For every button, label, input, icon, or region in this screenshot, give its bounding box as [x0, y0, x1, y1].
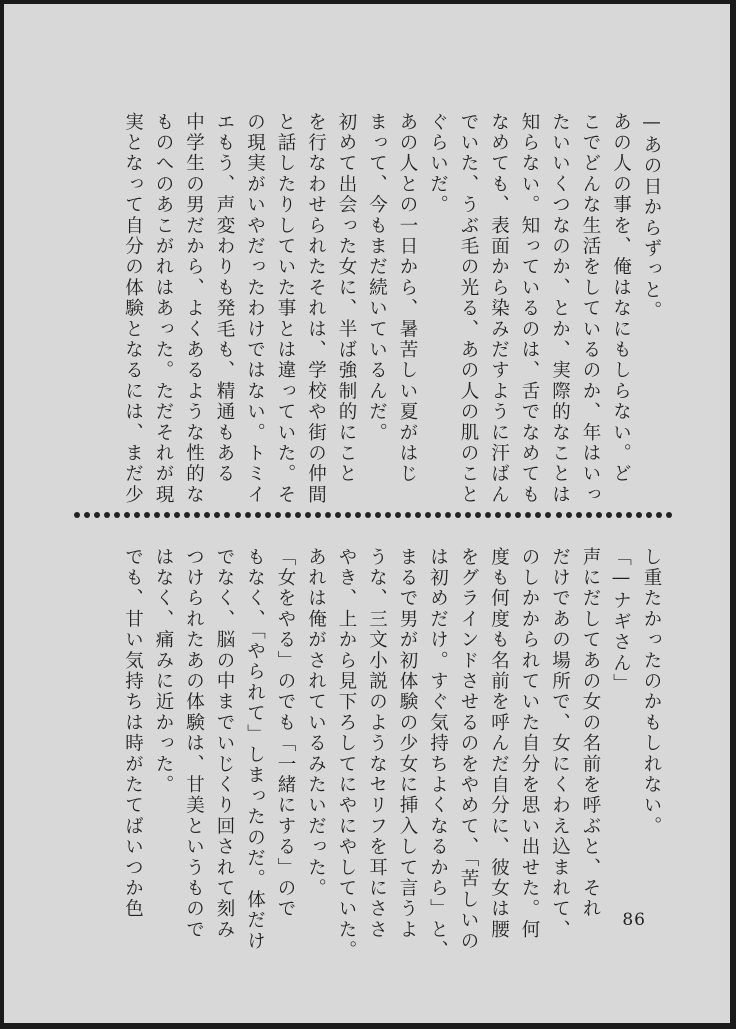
divider-dot [154, 512, 160, 518]
divider-dot [545, 512, 551, 518]
dotted-divider [74, 511, 672, 519]
text-column: 中学生の男だから、よくあるような性的な [183, 112, 205, 506]
divider-dot [395, 512, 401, 518]
divider-dot [415, 512, 421, 518]
divider-dot [566, 512, 572, 518]
text-column: 「—ナギさん」 [610, 547, 632, 695]
divider-dot [586, 512, 592, 518]
divider-dot [84, 512, 90, 518]
divider-dot [455, 512, 461, 518]
divider-dot [425, 512, 431, 518]
text-column: つけられたあの体験は、甘美というもので [183, 547, 205, 941]
divider-dot [465, 512, 471, 518]
divider-dot [606, 512, 612, 518]
divider-dot [495, 512, 501, 518]
text-column: 知らない。知っているのは、舌でなめても [519, 112, 540, 506]
divider-dot [666, 512, 672, 518]
divider-dot [134, 512, 140, 518]
divider-dot [405, 512, 411, 518]
divider-dot [104, 512, 110, 518]
text-column: 初めて出会った女に、半ば強制的にこと [336, 112, 357, 485]
text-column: をグラインドさせるのをやめて、「苦しいの [458, 547, 479, 952]
text-column: あれは俺がされているみたいだった。 [305, 547, 327, 899]
text-column: こでどんな生活をしているのか、年はいっ [580, 112, 601, 506]
divider-dot [194, 512, 200, 518]
divider-dot [325, 512, 331, 518]
text-column: と話したりしていた事とは違っていた。そ [275, 112, 296, 506]
text-column: もなく、「やられて」しまったのだ。体だけ [244, 547, 266, 952]
divider-dot [214, 512, 220, 518]
divider-dot [445, 512, 451, 518]
divider-dot [556, 512, 562, 518]
divider-dot [204, 512, 210, 518]
divider-dot [335, 512, 341, 518]
divider-dot [656, 512, 662, 518]
text-column: でなく、脳の中までいじくり回されて刻み [214, 547, 235, 941]
divider-dot [525, 512, 531, 518]
divider-dot [174, 512, 180, 518]
text-column: あの人との一日から、暑苦しい夏がはじ [397, 112, 418, 485]
text-column: でも、甘い気持ちは時がたてばいつか色 [122, 547, 144, 920]
text-column: うな、三文小説のようなセリフを耳にささ [366, 547, 388, 941]
text-column: 実となって自分の体験となるには、まだ少 [122, 112, 144, 506]
top-text-block [117, 112, 666, 506]
text-column: あの人の事を、俺はなにもしらない。ど [610, 112, 632, 485]
divider-dot [485, 512, 491, 518]
divider-dot [576, 512, 582, 518]
text-column: エもう、声変わりも発毛も、精通もある [214, 112, 235, 485]
book-page [4, 4, 730, 1023]
divider-dot [235, 512, 241, 518]
text-column: のしかかられていた自分を思い出せた。何 [519, 547, 540, 941]
divider-dot [505, 512, 511, 518]
divider-dot [596, 512, 602, 518]
text-column: だけであの場所で、女にくわえ込まれて、 [549, 547, 571, 941]
divider-dot [515, 512, 521, 518]
divider-dot [114, 512, 120, 518]
text-column: ものへのあこがれはあった。ただそれが現 [153, 112, 174, 506]
text-column: たいいくつなのか、とか、実際的なことは [549, 112, 571, 506]
page-number: 86 [622, 910, 646, 930]
divider-dot [315, 512, 321, 518]
divider-dot [74, 512, 80, 518]
divider-dot [636, 512, 642, 518]
text-column: 度も何度も名前を呼んだ自分に、彼女は腰 [488, 547, 510, 941]
divider-dot [385, 512, 391, 518]
text-column: を行なわせられたそれは、学校や街の仲間 [305, 112, 327, 506]
text-column: の現実がいやだったわけではない。トミイ [244, 112, 266, 506]
text-column: 声にだしてあの女の名前を呼ぶと、それ [580, 547, 601, 920]
divider-dot [355, 512, 361, 518]
divider-dot [305, 512, 311, 518]
divider-dot [475, 512, 481, 518]
divider-dot [295, 512, 301, 518]
text-column: でいた、うぶ毛の光る、あの人の肌のこと [458, 112, 479, 506]
divider-dot [164, 512, 170, 518]
divider-dot [275, 512, 281, 518]
text-column: まって、今もまだ続いているんだ。 [366, 112, 388, 444]
divider-dot [245, 512, 251, 518]
text-column: —あの日からずっと。 [641, 112, 662, 322]
text-column: し重たかったのかもしれない。 [641, 547, 662, 837]
text-column: は初めだけ。すぐ気持ちよくなるから」と、 [427, 547, 449, 961]
divider-dot [375, 512, 381, 518]
text-column: なめても、表面から染みだすように汗ばん [488, 112, 510, 506]
divider-dot [345, 512, 351, 518]
divider-dot [255, 512, 261, 518]
divider-dot [535, 512, 541, 518]
divider-dot [365, 512, 371, 518]
divider-dot [616, 512, 622, 518]
divider-dot [124, 512, 130, 518]
divider-dot [626, 512, 632, 518]
divider-dot [184, 512, 190, 518]
text-column: ぐらいだ。 [427, 112, 449, 216]
text-column: まるで男が初体験の少女に挿入して言うよ [397, 547, 418, 941]
text-column: はなく、痛みに近かった。 [153, 547, 174, 796]
divider-dot [224, 512, 230, 518]
divider-dot [265, 512, 271, 518]
divider-dot [285, 512, 291, 518]
text-column: やき、上から見下ろしてにやにやしていた。 [336, 547, 357, 961]
text-column: 「女をやる」のでも「一緒にする」ので [275, 547, 296, 920]
divider-dot [435, 512, 441, 518]
divider-dot [94, 512, 100, 518]
divider-dot [144, 512, 150, 518]
divider-dot [646, 512, 652, 518]
